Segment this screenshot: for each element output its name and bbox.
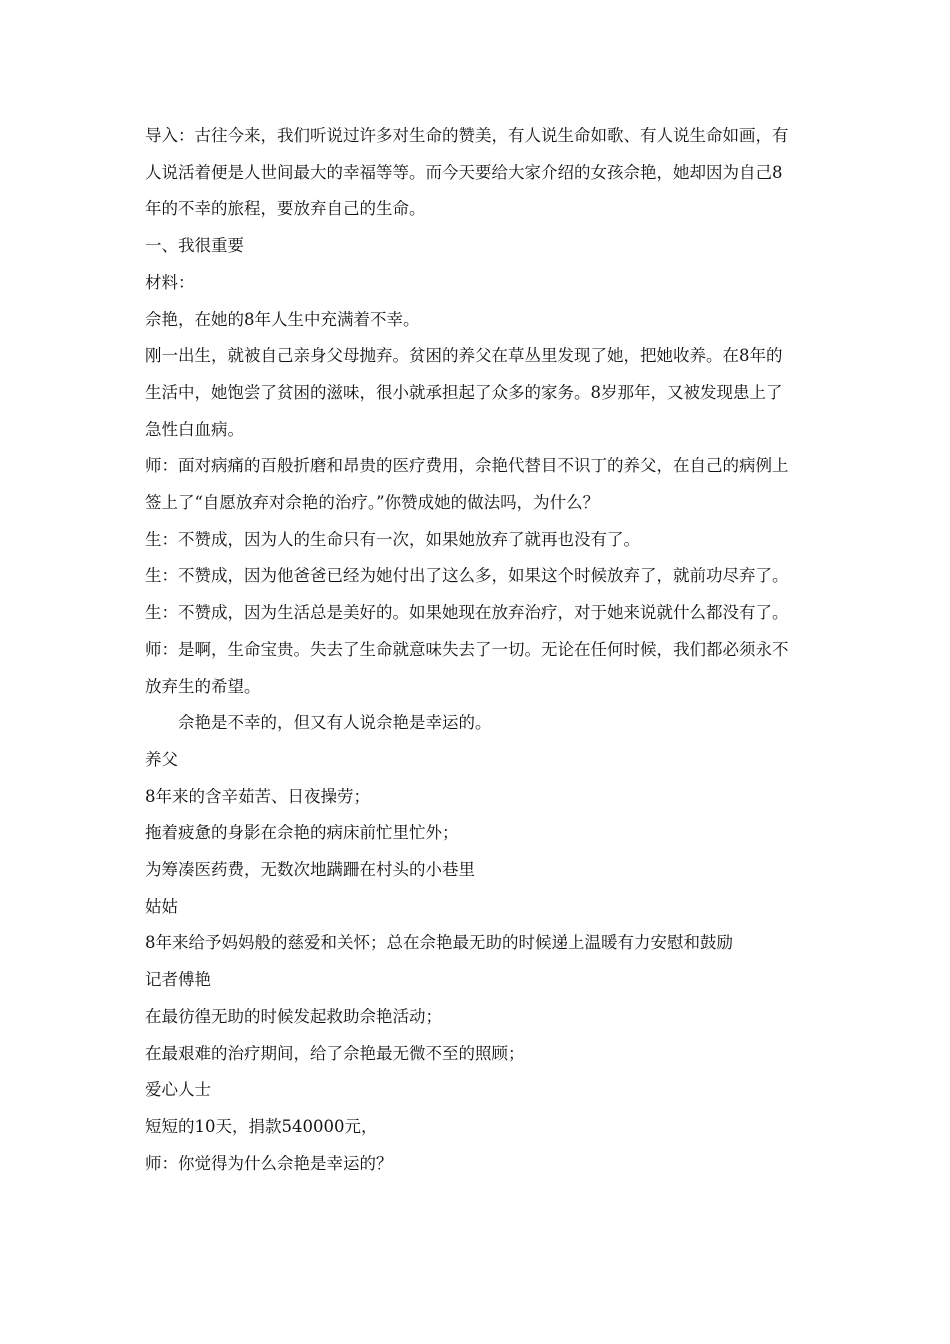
reporter-line-1: 在最彷徨无助的时候发起救助佘艳活动；	[145, 1006, 442, 1026]
foster-father-line-2: 拖着疲惫的身影在佘艳的病床前忙里忙外；	[145, 823, 459, 843]
closing-question: 师：你觉得为什么佘艳是幸运的？	[145, 1153, 393, 1173]
kind-people-label: 爱心人士	[145, 1080, 211, 1100]
student-answer-1: 生：不赞成，因为人的生命只有一次，如果她放弃了就再也没有了。	[145, 529, 640, 549]
student-answer-3: 生：不赞成，因为生活总是美好的。如果她现在放弃治疗，对于她来说就什么都没有了。	[145, 603, 789, 623]
intro-line-2: 人说活着便是人世间最大的幸福等等。而今天要给大家介绍的女孩佘艳，她却因为自己8	[145, 162, 783, 182]
teacher-question-1-line-2: 签上了“自愿放弃对佘艳的治疗。”你赞成她的做法吗，为什么？	[145, 493, 600, 513]
section-title: 一、我很重要	[145, 236, 244, 256]
material-paragraph-2-line-1: 刚一出生，就被自己亲身父母抛弃。贫困的养父在草丛里发现了她，把她收养。在8年的	[145, 346, 783, 366]
material-label: 材料：	[145, 272, 195, 292]
intro-line-3: 年的不幸的旅程，要放弃自己的生命。	[145, 199, 426, 219]
material-paragraph-1: 佘艳，在她的8年人生中充满着不幸。	[145, 309, 420, 329]
teacher-summary-line-2: 放弃生的希望。	[145, 676, 261, 696]
teacher-summary-line-1: 师：是啊，生命宝贵。失去了生命就意味失去了一切。无论在任何时候，我们都必须永不	[145, 639, 789, 659]
foster-father-line-3: 为筹凑医药费，无数次地蹒跚在村头的小巷里	[145, 860, 475, 880]
aunt-line-1: 8年来给予妈妈般的慈爱和关怀；总在佘艳最无助的时候递上温暖有力安慰和鼓励	[145, 933, 733, 953]
intro-line-1: 导入：古往今来，我们听说过许多对生命的赞美，有人说生命如歌、有人说生命如画，有	[145, 126, 789, 145]
material-paragraph-2-line-2: 生活中，她饱尝了贫困的滋味，很小就承担起了众多的家务。8岁那年，又被发现患上了	[145, 382, 783, 402]
kind-people-line-1: 短短的10天，捐款540000元，	[145, 1116, 378, 1136]
document-page	[145, 118, 801, 1182]
foster-father-line-1: 8年来的含辛茹苦、日夜操劳；	[145, 786, 370, 806]
reporter-label: 记者傅艳	[145, 970, 211, 990]
student-answer-2: 生：不赞成，因为他爸爸已经为她付出了这么多，如果这个时候放弃了，就前功尽弃了。	[145, 566, 789, 586]
aunt-label: 姑姑	[145, 896, 178, 916]
teacher-question-1-line-1: 师：面对病痛的百般折磨和昂贵的医疗费用，佘艳代替目不识丁的养父，在自己的病例上	[145, 456, 789, 476]
lucky-intro: 佘艳是不幸的，但又有人说佘艳是幸运的。	[178, 713, 492, 733]
reporter-line-2: 在最艰难的治疗期间，给了佘艳最无微不至的照顾；	[145, 1043, 525, 1063]
foster-father-label: 养父	[145, 749, 178, 769]
material-paragraph-2-line-3: 急性白血病。	[145, 419, 244, 439]
